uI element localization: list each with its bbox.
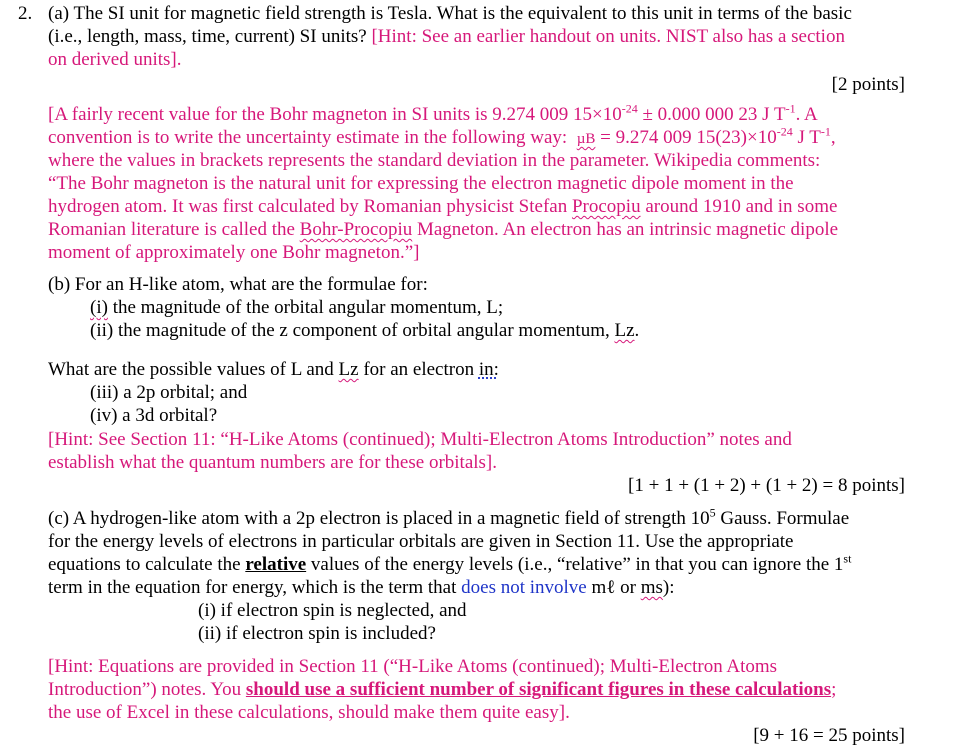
part-a-line-2 (48, 25, 845, 48)
part-c-item-i: (i) if electron spin is neglected, and (198, 600, 467, 621)
part-a-points: [2 points] (831, 74, 905, 95)
bohr-note-line-1: [A fairly recent value for the Bohr magneton in SI units is 9.274 009 $15\times 10^{-24} \pm 0.000$ 000 23 J $T^{-1}$. A (48, 101, 818, 125)
part-c-line-1: (c) A hydrogen-like atom with a 2p electron is placed in a magnetic field of strength $10^5$ Gauss. Formulae (48, 505, 850, 529)
part-b-item-i: (i) the magnitude of the orbital angular momentum, L; (90, 297, 504, 318)
bohr-note-line-4: “The Bohr magneton is the natural unit for expressing the electron magnetic dipole moment in the (48, 173, 794, 194)
part-b-item-iii: (iii) a 2p orbital; and (90, 382, 248, 403)
part-c-hint-1: [Hint: Equations are provided in Section 11 (“H-Like Atoms (continued); Multi-Electron Atoms (48, 656, 778, 677)
bohr-note-line-5: hydrogen atom. It was first calculated by Romanian physicist Stefan Procopiu around 1910 and in some (48, 196, 838, 217)
relative-emphasis: relative (245, 554, 307, 575)
part-a-hint-end: on derived units]. (48, 49, 182, 70)
bohr-note-line-6: Romanian literature is called the Bohr-Procopiu Magneton. An electron has an intrinsic magnetic dipole (48, 219, 839, 240)
ms-symbol: ms (640, 577, 663, 598)
part-b-intro: (b) For an H-like atom, what are the formulae for: (48, 274, 428, 295)
part-a-line-1: (a) The SI unit for magnetic field strength is Tesla. What is the equivalent to this unit in terms of the basic (48, 3, 852, 24)
part-b-question: What are the possible values of L and Lz for an electron in: (48, 359, 499, 380)
question-number: 2. (18, 3, 33, 24)
part-c-hint-3: the use of Excel in these calculations, should make them quite easy]. (48, 702, 570, 723)
part-a-line-2-text: (i.e., length, mass, time, current) SI units? (48, 26, 367, 47)
does-not-involve: does not involve (461, 577, 587, 598)
part-c-points: [9 + 16 = 25 points] (753, 725, 905, 746)
bohr-note-line-7: moment of approximately one Bohr magneton.”] (48, 242, 420, 263)
sig-figs-emphasis: should use a sufficient number of significant figures in these calculations (245, 679, 832, 700)
part-c-line-2: for the energy levels of electrons in particular orbitals are given in Section 11. Use the appropriate (48, 531, 794, 552)
part-c-line-4: term in the equation for energy, which is the term that does not involve mℓ or ms): (48, 577, 675, 598)
lz-symbol: Lz (614, 320, 635, 341)
part-c-line-3: equations to calculate the relative values of the energy levels (i.e., “relative” in that you can ignore the 1st (48, 551, 852, 575)
part-b-item-ii: (ii) the magnitude of the z component of orbital angular momentum, Lz. (90, 320, 640, 341)
bohr-note-line-2: convention is to write the uncertainty estimate in the following way: µB = 9.274 009 $15(23)\times 10^{-24}$ J $T^{-1}$, (48, 124, 836, 148)
part-c-hint-2: Introduction”) notes. You should use a sufficient number of significant figures in these calculations; (48, 679, 837, 700)
lz-symbol-2: Lz (338, 359, 359, 380)
part-b-hint-1: [Hint: See Section 11: “H-Like Atoms (continued); Multi-Electron Atoms Introduction” notes and (48, 429, 792, 450)
part-b-item-iv: (iv) a 3d orbital? (90, 405, 218, 426)
part-b-points: [1 + 1 + (1 + 2) + (1 + 2) = 8 points] (628, 475, 905, 496)
bohr-procopiu-name: Bohr-Procopiu (299, 219, 413, 240)
part-a-hint: [Hint: See an earlier handout on units. NIST also has a section (371, 26, 845, 47)
bohr-magneton-symbol: µB (576, 131, 596, 147)
part-b-hint-2: establish what the quantum numbers are for these orbitals]. (48, 452, 498, 473)
procopiu-name: Procopiu (571, 196, 641, 217)
part-c-item-ii: (ii) if electron spin is included? (198, 623, 436, 644)
bohr-note-line-3: where the values in brackets represents the standard deviation in the parameter. Wikipedia comments: (48, 150, 821, 171)
